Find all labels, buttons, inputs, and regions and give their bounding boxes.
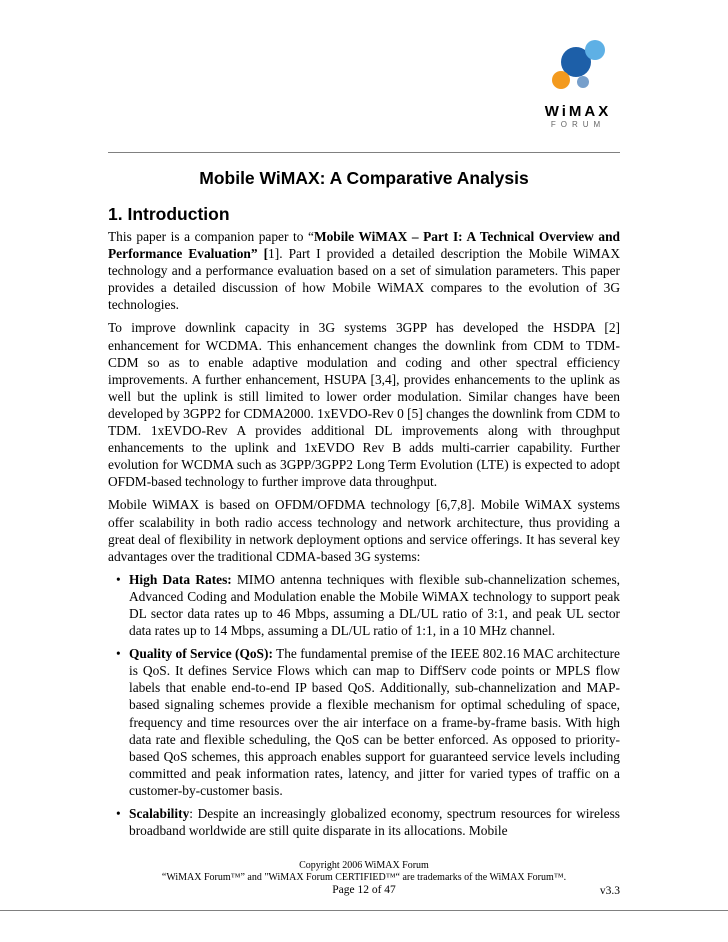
list-item	[116, 571, 620, 639]
bullet-dot-icon: •	[116, 571, 121, 587]
wimax-logo-mark-icon	[528, 36, 628, 102]
list-item-text: The fundamental premise of the IEEE 802.16 MAC architecture is QoS. It defines Service Flows which can map to DiffServ code points or MPLS flow labels that enable end-to-end IP based QoS. Additionally, sub-channelization and MAP-based signaling schemes provide a flexible mechanism for optimal scheduling of space, frequency and time resources over the air interface on a frame-by-frame basis. With high data rate and flexible scheduling, the QoS can be better enforced. As opposed to priority-based QoS schemes, this approach enables support for guaranteed service levels including committed and peak information rates, latency, and jitter for varied types of traffic on a customer-by-customer basis.	[129, 646, 620, 798]
header-rule	[108, 152, 620, 153]
paragraph-intro-bold: Mobile WiMAX – Part I: A Technical Overview and Performance Evaluation” [	[108, 229, 620, 262]
list-item	[116, 805, 620, 839]
paragraph-intro-pre: This paper is a companion paper to “	[108, 229, 314, 244]
footer-copyright: Copyright 2006 WiMAX Forum	[299, 860, 429, 871]
document-title: Mobile WiMAX: A Comparative Analysis	[199, 168, 529, 188]
list-item-text: MIMO antenna techniques with flexible sub-channelization schemes, Advanced Coding and Modulation enable the Mobile WiMAX technology to support peak DL sector data rates up to 46 Mbps, assuming a DL/UL ratio of 3:1, and peak UL sector data rates up to 14 Mbps, assuming a DL/UL ratio of 1:1, in a 10 MHz channel.	[129, 571, 620, 639]
list-item-term: High Data Rates:	[129, 571, 232, 587]
body-text	[108, 228, 620, 845]
page-footer	[108, 860, 620, 896]
bullet-dot-icon: •	[116, 646, 121, 662]
logo-wordmark: WiMAX	[544, 103, 612, 120]
list-item-term: Quality of Service (QoS):	[129, 646, 273, 662]
bullet-dot-icon: •	[116, 806, 121, 821]
advantages-list	[108, 571, 620, 839]
footer-version: v3.3	[599, 885, 620, 897]
footer-trademark: “WiMAX Forum™” and "WiMAX Forum CERTIFIED™“ are trademarks of the WiMAX Forum™.	[161, 872, 567, 883]
logo-subtext: FORUM	[550, 120, 606, 129]
wimax-forum-logo	[528, 36, 628, 132]
footer-page-number: Page 12 of 47	[332, 884, 396, 896]
paragraph-intro	[108, 228, 620, 313]
paragraph-intro-post: 1]. Part I provided a detailed description the Mobile WiMAX technology and a performance evaluation based on a set of simulation parameters. This paper provides a detailed discussion of how Mobile WiMAX compares to the evolution of 3G technologies.	[108, 246, 620, 313]
list-item-text: : Despite an increasingly globalized economy, spectrum resources for wireless broadband worldwide are still quite disparate in its allocations. Mobile	[129, 806, 620, 839]
section-heading: 1. Introduction	[108, 204, 230, 224]
paragraph-mobile-wimax: Mobile WiMAX is based on OFDM/OFDMA technology [6,7,8]. Mobile WiMAX systems offer scalability in both radio access technology and network architecture, thus providing a great deal of flexibility in network deployment options and service offerings. It has several key advantages over the traditional CDMA-based 3G systems:	[108, 497, 620, 564]
paragraph-3g-evolution: To improve downlink capacity in 3G systems 3GPP has developed the HSDPA [2] enhancement for WCDMA. This enhancement changes the downlink from CDM to TDM-CDM so as to enable adaptive modulation and coding and other spectral efficiency improvements. A further enhancement, HSUPA [3,4], provides enhancements to the uplink as well but the uplink is still limited to lower order modulation. Similar changes have been developed by 3GPP2 for CDMA2000. 1xEVDO-Rev 0 [5] changes the downlink from CDM to TDM. 1xEVDO-Rev A provides additional DL improvements along with throughput enhancements to the uplink and 1xEVDO Rev B adds multi-carrier capability. Further evolution for WCDMA such as 3GPP/3GPP2 Long Term Evolution (LTE) is expected to adopt OFDM-based technology to further improve data throughput.	[108, 320, 620, 490]
footer-rule	[0, 910, 728, 911]
list-item	[116, 645, 620, 799]
list-item-term: Scalability	[129, 806, 190, 821]
